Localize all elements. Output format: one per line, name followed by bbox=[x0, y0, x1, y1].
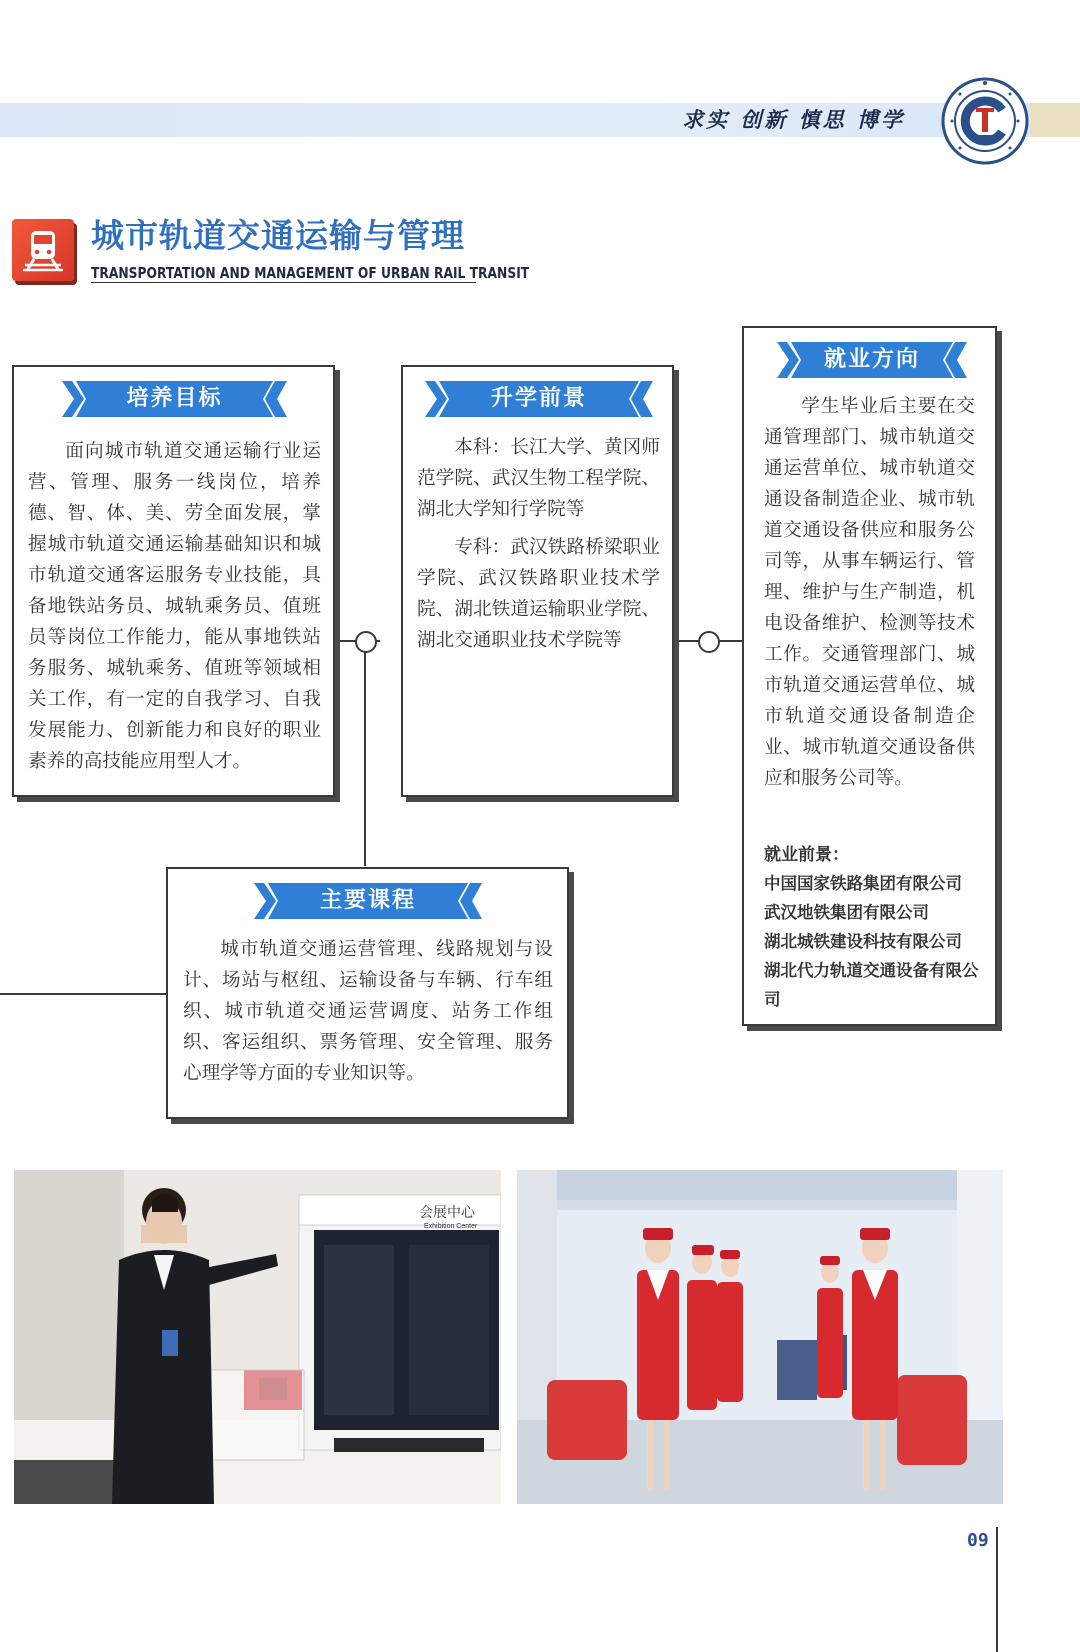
employment-box bbox=[742, 326, 997, 1026]
employment-text: 学生毕业后主要在交通管理部门、城市轨道交通运营单位、城市轨道交通设备制造企业、城市轨道交通设备供应和服务公司等，从事车辆运行、管理、维护与生产制造，机电设备维护、检测等技术工作。交通管理部门、城市轨道交通运营单位、城市轨道交通设备制造企业、城市轨道交通设备供应和服务公司等。 bbox=[764, 396, 975, 789]
courses-box bbox=[166, 867, 569, 1119]
employment-heading bbox=[777, 342, 967, 378]
company-item: 湖北代力轨道交通设备有限公司 bbox=[764, 961, 979, 1009]
company-item: 湖北城铁建设科技有限公司 bbox=[764, 932, 962, 951]
header-band bbox=[0, 103, 1080, 137]
school-motto: 求实 创新 慎思 博学 bbox=[682, 107, 905, 132]
further-study-bachelor: 本科：长江大学、黄冈师范学院、武汉生物工程学院、湖北大学知行学院等 bbox=[417, 437, 660, 520]
connector-node-left bbox=[355, 631, 377, 653]
school-emblem-icon bbox=[940, 76, 1030, 166]
further-study-box bbox=[401, 365, 674, 797]
photo-platform-door bbox=[14, 1170, 501, 1504]
courses-heading bbox=[254, 883, 482, 919]
photo-train-attendants bbox=[517, 1170, 1003, 1504]
goal-heading-label: 培养目标 bbox=[126, 386, 223, 411]
connector-node-right bbox=[698, 631, 720, 653]
company-item: 中国国家铁路集团有限公司 bbox=[764, 874, 962, 893]
employment-prospect-title: 就业前景： bbox=[764, 845, 849, 865]
train-icon bbox=[12, 219, 74, 281]
goal-heading bbox=[62, 381, 287, 417]
photo-sign-en: Exhibition Center bbox=[424, 1223, 478, 1230]
goal-text: 面向城市轨道交通运输行业运营、管理、服务一线岗位，培养德、智、体、美、劳全面发展，掌握城市轨道交通运输基础知识和城市轨道交通客运服务专业技能，具备地铁站务员、城轨乘务员、值班员等岗位工作能力，能从事地铁站务服务、城轨乘务、值班等领域相关工作，有一定的自我学习、自我发展能力、创新能力和良好的职业素养的高技能应用型人才。 bbox=[28, 441, 321, 772]
connector-courses-left bbox=[0, 993, 166, 995]
further-study-heading-label: 升学前景 bbox=[490, 386, 587, 411]
courses-text: 城市轨道交通运营管理、线路规划与设计、场站与枢纽、运输设备与车辆、行车组织、城市轨道交通运营调度、站务工作组织、客运组织、票务管理、安全管理、服务心理学等方面的专业知识等。 bbox=[183, 939, 553, 1084]
company-item: 武汉地铁集团有限公司 bbox=[764, 903, 929, 922]
further-study-heading bbox=[425, 381, 653, 417]
connector-vertical bbox=[364, 641, 366, 866]
photo-sign-cn: 会展中心 bbox=[419, 1204, 475, 1220]
employment-heading-label: 就业方向 bbox=[823, 347, 920, 372]
goal-box bbox=[12, 365, 335, 797]
title-underline bbox=[91, 282, 476, 283]
further-study-junior: 专科：武汉铁路桥梁职业学院、武汉铁路职业技术学院、湖北铁道运输职业学院、湖北交通职业技术学院等 bbox=[417, 537, 660, 651]
courses-heading-label: 主要课程 bbox=[319, 888, 416, 913]
page-number: 09 bbox=[967, 1530, 989, 1551]
section-title: 城市轨道交通运输与管理 bbox=[91, 216, 465, 255]
header-band-accent bbox=[1030, 103, 1080, 137]
employment-company-list bbox=[764, 869, 980, 1014]
page-rule bbox=[996, 1527, 998, 1652]
section-subtitle: TRANSPORTATION AND MANAGEMENT OF URBAN RAIL TRANSIT bbox=[91, 264, 530, 282]
